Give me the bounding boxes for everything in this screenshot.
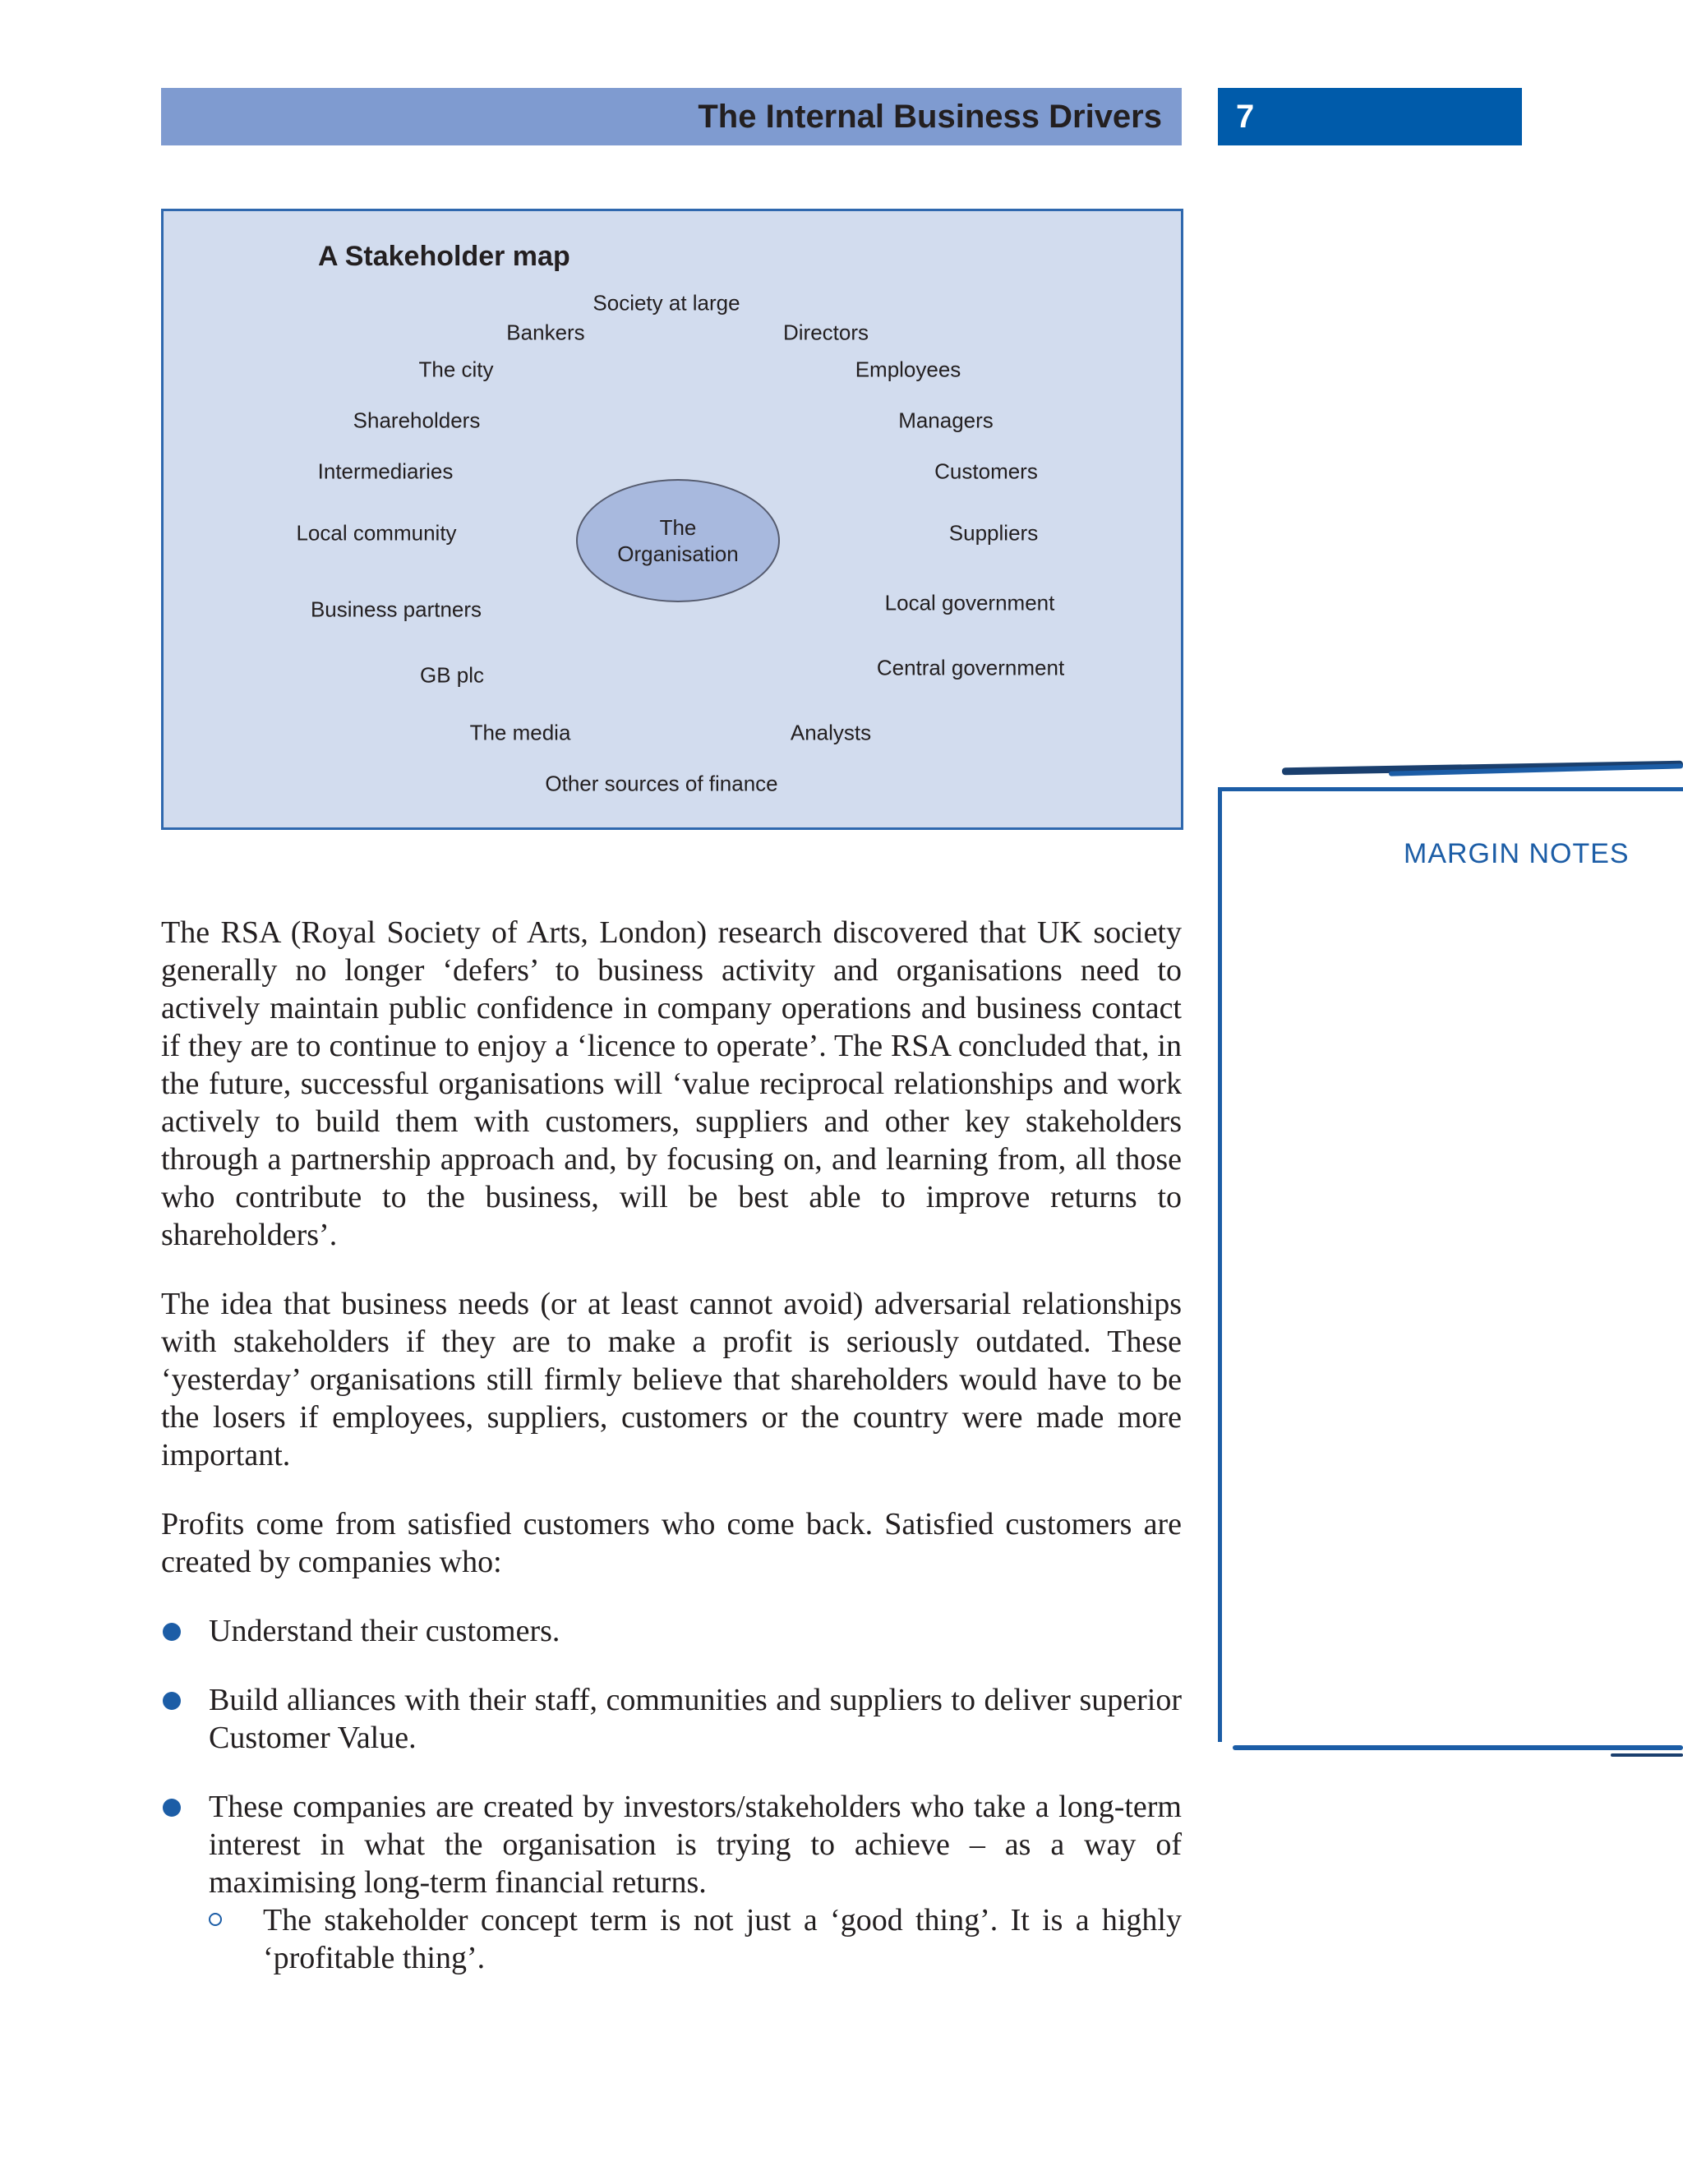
- margin-notes-title: MARGIN NOTES: [1404, 838, 1630, 869]
- stakeholder-label: The media: [469, 720, 571, 745]
- sub-bullet-list: [209, 1901, 1182, 1977]
- brush-stroke-bottom-accent: [1611, 1753, 1683, 1757]
- bullet-text: Build alliances with their staff, communities and suppliers to deliver superior Customer Value.: [209, 1683, 1182, 1755]
- stakeholder-label: Local community: [296, 520, 457, 546]
- stakeholder-label: Central government: [876, 655, 1065, 680]
- bullet-text: These companies are created by investors/stakeholders who take a long-term interest in what the organisation is trying to achieve – as a way of maximising long-term financial returns.: [209, 1790, 1182, 1900]
- bullet-icon: [163, 1692, 181, 1710]
- stakeholder-label: Local government: [884, 590, 1055, 615]
- bullet-item: [161, 1681, 1182, 1757]
- stakeholder-label: Other sources of finance: [545, 771, 778, 796]
- body-paragraph: Profits come from satisfied customers who come back. Satisfied customers are created by companies who:: [161, 1507, 1182, 1579]
- brush-stroke-bottom: [1233, 1745, 1683, 1750]
- stakeholder-label: Customers: [934, 458, 1038, 484]
- stakeholder-label: Employees: [855, 357, 961, 382]
- chapter-title: The Internal Business Drivers: [698, 98, 1162, 135]
- stakeholder-label: Shareholders: [353, 408, 481, 433]
- body-paragraph: The RSA (Royal Society of Arts, London) research discovered that UK society generally no longer ‘defers’ to business activity and organisations need to actively maintain public confidence in company operations and business contact if they are to continue to enjoy a ‘licence to operate’. The RSA concluded that, in the future, successful organisations will ‘value reciprocal relationships and work actively to build them with customers, suppliers and other key stakeholders through a partnership approach and, by focusing on, and learning from, all those who contribute to the business, will be best able to improve returns to shareholders’.: [161, 915, 1182, 1252]
- body-paragraph: The idea that business needs (or at least cannot avoid) adversarial relationships with stakeholders if they are to make a profit is seriously outdated. These ‘yesterday’ organisations still firmly believe that shareholders would have to be the losers if employees, suppliers, customers or the country were made more important.: [161, 1287, 1182, 1472]
- sub-bullet-item: [209, 1901, 1182, 1977]
- running-header: [161, 88, 1182, 145]
- bullet-icon: [163, 1623, 181, 1641]
- stakeholder-label: Directors: [782, 320, 869, 345]
- bullet-icon: [163, 1799, 181, 1817]
- sub-bullet-text: The stakeholder concept term is not just a ‘good thing’. It is a highly ‘profitable thing’.: [263, 1903, 1182, 1975]
- organisation-ellipse: [576, 479, 780, 602]
- stakeholder-label: Analysts: [790, 720, 872, 745]
- stakeholder-label: Suppliers: [948, 520, 1039, 546]
- stakeholder-map-title: A Stakeholder map: [318, 241, 570, 272]
- bullet-item: [161, 1612, 1182, 1650]
- page-number-box: [1218, 88, 1522, 145]
- stakeholder-label: Managers: [898, 408, 994, 433]
- bullet-item: [161, 1788, 1182, 1977]
- stakeholder-label: GB plc: [419, 662, 485, 688]
- stakeholder-label: Society at large: [593, 290, 740, 316]
- organisation-label: The Organisation: [617, 515, 739, 566]
- stakeholder-label: Bankers: [506, 320, 585, 345]
- stakeholder-label: The city: [418, 357, 494, 382]
- body-text: [161, 914, 1182, 1977]
- page-number: 7: [1236, 98, 1255, 135]
- hollow-bullet-icon: [209, 1913, 222, 1926]
- bullet-text: Understand their customers.: [209, 1614, 560, 1648]
- stakeholder-label: Intermediaries: [317, 458, 454, 484]
- stakeholder-label: Business partners: [310, 597, 482, 622]
- margin-notes-frame: [1218, 787, 1683, 1742]
- bullet-list: [161, 1612, 1182, 1977]
- stakeholder-map-figure: [161, 209, 1183, 830]
